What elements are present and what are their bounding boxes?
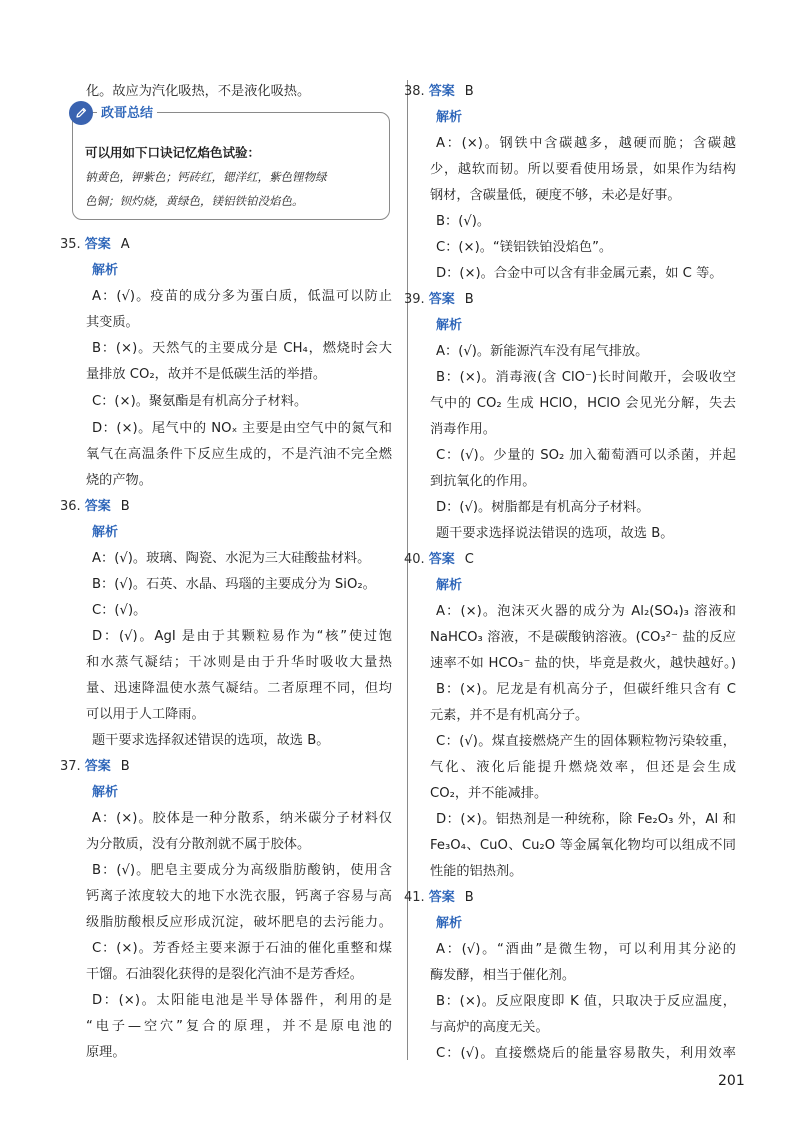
text-line: A：(√)。新能源汽车没有尾气排放。 xyxy=(436,344,649,359)
answer-letter: B xyxy=(464,890,474,905)
text-line: 气中的 CO₂ 生成 HClO，HClO 会见光分解，失去 xyxy=(430,396,736,411)
text-line: 速率不如 HCO₃⁻ 盐的快，毕竟是救火，越快越好。) xyxy=(430,656,736,671)
question-37-header xyxy=(60,758,130,776)
analysis-label: 解析 xyxy=(436,578,463,593)
analysis-label: 解析 xyxy=(92,785,119,800)
text-line: 题干要求选择说法错误的选项，故选 B。 xyxy=(436,526,674,541)
question-number: 39. xyxy=(404,292,425,307)
text-line: C：(×)。芳香烃主要来源于石油的催化重整和煤 xyxy=(92,941,392,956)
answer-label: 答案 xyxy=(84,499,111,514)
text-line: 和水蒸气凝结；干冰则是由于升华时吸收大量热 xyxy=(86,655,392,670)
text-line: A：(×)。泡沫灭火器的成分为 Al₂(SO₄)₃ 溶液和 xyxy=(436,604,736,619)
text-line: 量排放 CO₂，故并不是低碳生活的举措。 xyxy=(86,367,327,382)
text-line: 与高炉的高度无关。 xyxy=(430,1020,549,1035)
question-36-header xyxy=(60,498,130,516)
text-line: 到抗氧化的作用。 xyxy=(430,474,536,489)
answer-letter: B xyxy=(464,292,474,307)
question-35-header xyxy=(60,236,130,254)
text-line: D：(×)。铝热剂是一种统称，除 Fe₂O₃ 外，Al 和 xyxy=(436,812,736,827)
text-line: A：(×)。胶体是一种分散系，纳米碳分子材料仅 xyxy=(92,811,392,826)
answer-label: 答案 xyxy=(84,237,111,252)
text-line: 酶发酵，相当于催化剂。 xyxy=(430,968,576,983)
text-line: A：(√)。疫苗的成分多为蛋白质，低温可以防止 xyxy=(92,289,392,304)
summary-line: 钠黄色，钾紫色；钙砖红，锶洋红，紫色锂物绿 xyxy=(85,170,327,184)
column-divider xyxy=(407,80,408,1060)
text-line: 其变质。 xyxy=(86,315,139,330)
text-line: 题干要求选择叙述错误的选项，故选 B。 xyxy=(92,733,330,748)
text-line: 级脂肪酸根反应形成沉淀，破坏肥皂的去污能力。 xyxy=(86,915,392,930)
text-line: B：(×)。天然气的主要成分是 CH₄，燃烧时会大 xyxy=(92,341,392,356)
text-line: D：(√)。AgI 是由于其颗粒易作为“核”使过饱 xyxy=(92,629,392,644)
text-line: B：(√)。 xyxy=(436,214,491,229)
page-number: 201 xyxy=(718,1073,745,1089)
text-line: 原理。 xyxy=(86,1045,126,1060)
question-number: 36. xyxy=(60,499,81,514)
text-line: Fe₃O₄、CuO、Cu₂O 等金属氧化物均可以组成不同 xyxy=(430,838,736,853)
summary-box xyxy=(72,106,390,220)
text-line: 元素，并不是有机高分子。 xyxy=(430,708,589,723)
answer-label: 答案 xyxy=(428,84,455,99)
text-line: NaHCO₃ 溶液，不是碳酸钠溶液。(CO₃²⁻ 盐的反应 xyxy=(430,630,736,645)
text-line: 可以用于人工降雨。 xyxy=(86,707,205,722)
answer-letter: B xyxy=(120,759,130,774)
question-40-header xyxy=(404,551,474,569)
answer-label: 答案 xyxy=(428,552,455,567)
text-line: B：(×)。尼龙是有机高分子，但碳纤维只含有 C xyxy=(436,682,736,697)
text-line: C：(√)。煤直接燃烧产生的固体颗粒物污染较重， xyxy=(436,734,736,749)
text-line: CO₂，并不能减排。 xyxy=(430,786,548,801)
text-line: 消毒作用。 xyxy=(430,422,496,437)
text-line: 钙离子浓度较大的地下水洗衣服，钙离子容易与高 xyxy=(86,889,392,904)
analysis-label: 解析 xyxy=(436,110,463,125)
text-line: 量、迅速降温使水蒸气凝结。二者原理不同，但均 xyxy=(86,681,392,696)
text-line: 烧的产物。 xyxy=(86,473,152,488)
text-line: B：(×)。消毒液(含 ClO⁻)长时间敞开，会吸收空 xyxy=(436,370,736,385)
text-line: D：(×)。太阳能电池是半导体器件，利用的是 xyxy=(92,993,392,1008)
text-line: A：(√)。“酒曲”是微生物，可以利用其分泌的 xyxy=(436,942,736,957)
question-39-header xyxy=(404,291,474,309)
text-line: “电子—空穴”复合的原理，并不是原电池的 xyxy=(86,1019,392,1034)
text-line: D：(×)。合金中可以含有非金属元素，如 C 等。 xyxy=(436,266,723,281)
text-line: 少，越软而韧。所以要看使用场景，如果作为结构 xyxy=(430,162,736,177)
answer-label: 答案 xyxy=(84,759,111,774)
pencil-icon xyxy=(69,101,93,125)
analysis-label: 解析 xyxy=(92,263,119,278)
question-number: 41. xyxy=(404,890,425,905)
text-line: B：(√)。石英、水晶、玛瑙的主要成分为 SiO₂。 xyxy=(92,577,376,592)
question-number: 38. xyxy=(404,84,425,99)
text-line: 钢材，含碳量低，硬度不够，未必是好事。 xyxy=(430,188,681,203)
text-line: A：(×)。钢铁中含碳越多，越硬而脆；含碳越 xyxy=(436,136,736,151)
answer-letter: B xyxy=(464,84,474,99)
answer-label: 答案 xyxy=(428,890,455,905)
text-line: 气化、液化后能提升燃烧效率，但还是会生成 xyxy=(430,760,736,775)
summary-lead: 可以用如下口诀记忆焰色试验： xyxy=(85,145,261,160)
text-line: C：(×)。“镁铝铁铂没焰色”。 xyxy=(436,240,613,255)
summary-title: 政哥总结 xyxy=(97,102,157,121)
analysis-label: 解析 xyxy=(92,525,119,540)
pencil-glyph xyxy=(74,106,88,120)
text-line: A：(√)。玻璃、陶瓷、水泥为三大硅酸盐材料。 xyxy=(92,551,371,566)
question-number: 35. xyxy=(60,237,81,252)
answer-label: 答案 xyxy=(428,292,455,307)
answer-letter: C xyxy=(464,552,474,567)
text-line: B：(√)。肥皂主要成分为高级脂肪酸钠，使用含 xyxy=(92,863,392,878)
text-line: 干馏。石油裂化获得的是裂化汽油不是芳香烃。 xyxy=(86,967,363,982)
text-line: 为分散质，没有分散剂就不属于胶体。 xyxy=(86,837,311,852)
text-line: C：(√)。少量的 SO₂ 加入葡萄酒可以杀菌，并起 xyxy=(436,448,736,463)
question-41-header xyxy=(404,889,474,907)
text-line: D：(×)。尾气中的 NOₓ 主要是由空气中的氮气和 xyxy=(92,421,392,436)
text-line: C：(√)。 xyxy=(92,603,147,618)
intro-line: 化。故应为汽化吸热，不是液化吸热。 xyxy=(86,84,311,99)
text-line: 氧气在高温条件下反应生成的，不是汽油不完全燃 xyxy=(86,447,392,462)
text-line: C：(√)。直接燃烧后的能量容易散失，利用效率 xyxy=(436,1046,736,1061)
text-line: C：(×)。聚氨酯是有机高分子材料。 xyxy=(92,394,308,409)
text-line: D：(√)。树脂都是有机高分子材料。 xyxy=(436,500,650,515)
answer-letter: B xyxy=(120,499,130,514)
analysis-label: 解析 xyxy=(436,916,463,931)
question-38-header xyxy=(404,83,474,101)
question-number: 37. xyxy=(60,759,81,774)
text-line: B：(×)。反应限度即 K 值，只取决于反应温度， xyxy=(436,994,736,1009)
summary-line: 色铜；钡灼烧，黄绿色，镁铝铁铂没焰色。 xyxy=(85,194,304,208)
question-number: 40. xyxy=(404,552,425,567)
text-line: 性能的铝热剂。 xyxy=(430,864,523,879)
answer-letter: A xyxy=(120,237,130,252)
analysis-label: 解析 xyxy=(436,318,463,333)
